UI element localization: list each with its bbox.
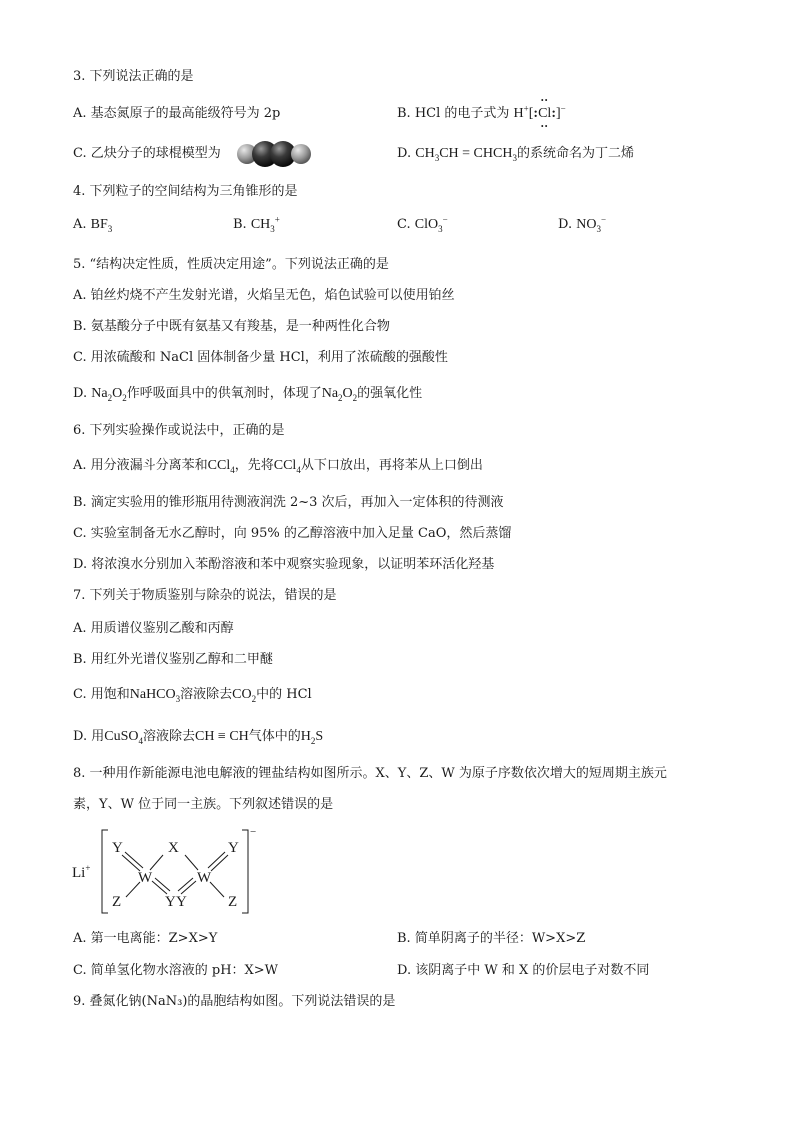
na2o2-formula-2: $Na_2O_2$ xyxy=(321,386,358,403)
q3-option-c[interactable] xyxy=(73,145,221,163)
y-top-left: Y xyxy=(112,840,123,856)
q6-option-a[interactable]: A. 用分液漏斗分离苯和CCl$_4$，先将CCl$_4$从下口放出，再将苯从上口倒出 xyxy=(73,458,483,475)
q7-option-b[interactable]: B. 用红外光谱仪鉴别乙醇和二甲醚 xyxy=(73,652,273,667)
z-left: Z xyxy=(112,894,122,910)
q3-option-b-text: B. HCl 的电子式为 xyxy=(397,106,510,121)
q4-option-a[interactable]: A. $BF_3$ xyxy=(73,217,113,234)
q3-option-a[interactable]: A. 基态氮原子的最高能级符号为 2p xyxy=(73,106,281,121)
y-bottom-right: Y xyxy=(176,894,187,910)
w-right: W xyxy=(197,870,212,886)
q9-stem: 9. 叠氮化钠(NaN₃)的晶胞结构如图。下列说法错误的是 xyxy=(73,994,396,1009)
q8-stem-line2: 素，Y、W 位于同一主族。下列叙述错误的是 xyxy=(73,797,334,812)
q7-option-a[interactable]: A. 用质谱仪鉴别乙酸和丙醇 xyxy=(73,621,234,636)
q6-stem: 6. 下列实验操作或说法中，正确的是 xyxy=(73,423,285,438)
q7-option-d[interactable]: D. 用CuSO$_4$溶液除去CH ≡ CH气体中的$H_2S$ xyxy=(73,729,324,746)
q5-option-a[interactable]: A. 铂丝灼烧不产生发射光谱，火焰呈无色，焰色试验可以使用铂丝 xyxy=(73,288,455,303)
li-cation: Li+ xyxy=(72,863,91,881)
q8-stem-line1: 8. 一种用作新能源电池电解液的锂盐结构如图所示。X、Y、Z、W 为原子序数依次增大的短周期主族元 xyxy=(73,766,667,781)
q5-option-b[interactable]: B. 氨基酸分子中既有氨基又有羧基，是一种两性化合物 xyxy=(73,319,390,334)
cl-with-dots: •• Cl •• xyxy=(538,96,552,131)
hcl-electron-formula: H+[: •• Cl •• :]− xyxy=(513,96,566,131)
q6-option-b[interactable]: B. 滴定实验用的锥形瓶用待测液润洗 2~3 次后，再加入一定体积的待测液 xyxy=(73,495,504,510)
q4-stem: 4. 下列粒子的空间结构为三角锥形的是 xyxy=(73,184,298,199)
y-top-right: Y xyxy=(228,840,239,856)
z-right: Z xyxy=(228,894,238,910)
q4-option-c[interactable]: C. ClO$_3$− xyxy=(397,214,448,234)
q8-option-c[interactable]: C. 简单氢化物水溶液的 pH：X>W xyxy=(73,963,279,978)
lithium-salt-structure xyxy=(70,825,270,920)
w-left: W xyxy=(138,870,153,886)
h-atom-right xyxy=(291,144,311,164)
q5-stem: 5. “结构决定性质，性质决定用途”。下列说法正确的是 xyxy=(73,257,389,272)
y-bottom-left: Y xyxy=(165,894,176,910)
q8-option-b[interactable]: B. 简单阴离子的半径：W>X>Z xyxy=(397,931,586,946)
right-bracket-line xyxy=(242,830,248,913)
q8-option-d[interactable]: D. 该阴离子中 W 和 X 的价层电子对数不同 xyxy=(397,963,650,978)
na2o2-formula-1: $Na_2O_2$ xyxy=(91,386,127,403)
anion-charge: − xyxy=(250,826,257,838)
ccl4-formula-2: CCl$_4$ xyxy=(273,458,301,475)
butadiene-formula: $CH_3CH$ = $CHCH_3$ xyxy=(415,146,517,163)
q5-option-d[interactable]: D. $Na_2O_2$作呼吸面具中的供氧剂时，体现了$Na_2O_2$的强氧化性 xyxy=(73,386,423,403)
ccl4-formula-1: CCl$_4$ xyxy=(207,458,235,475)
q6-option-d[interactable]: D. 将浓溴水分别加入苯酚溶液和苯中观察实验现象，以证明苯环活化羟基 xyxy=(73,557,495,572)
q3-option-d[interactable]: D. $CH_3CH$ = $CHCH_3$的系统命名为丁二烯 xyxy=(397,146,634,163)
q7-option-c[interactable]: C. 用饱和NaHCO$_3$溶液除去$CO_2$中的 HCl xyxy=(73,687,312,704)
x-bridge: X xyxy=(168,840,179,856)
q3-option-c-text: C. 乙炔分子的球棍模型为 xyxy=(73,146,221,161)
q6-option-c[interactable]: C. 实验室制备无水乙醇时，向 95% 的乙醇溶液中加入足量 CaO，然后蒸馏 xyxy=(73,526,512,541)
left-bracket xyxy=(102,830,108,913)
q8-option-a[interactable]: A. 第一电离能：Z>X>Y xyxy=(73,931,218,946)
q4-option-b[interactable]: B. $CH_3^+$ xyxy=(233,214,280,234)
q5-option-c[interactable]: C. 用浓硫酸和 NaCl 固体制备少量 HCl，利用了浓硫酸的强酸性 xyxy=(73,350,448,365)
q7-stem: 7. 下列关于物质鉴别与除杂的说法，错误的是 xyxy=(73,588,337,603)
q3-option-b[interactable] xyxy=(397,96,566,131)
q3-stem: 3. 下列说法正确的是 xyxy=(73,69,194,84)
acetylene-ball-stick-model xyxy=(234,138,314,170)
q4-option-d[interactable]: D. $NO_3^-$ xyxy=(558,214,607,234)
